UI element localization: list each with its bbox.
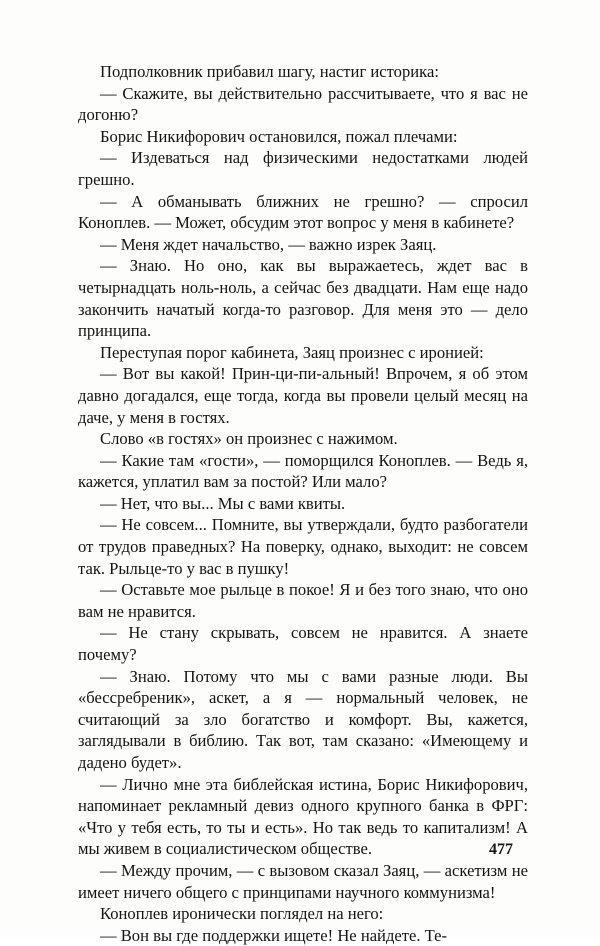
- paragraph: — Оставьте мое рыльце в покое! Я и без того знаю, что оно вам не нравится.: [78, 580, 528, 621]
- paragraph: — Знаю. Но оно, как вы выражаетесь, ждет вас в четырнадцать ноль-ноль, а сейчас без двадцати. Нам еще надо закончить начатый когда-то разговор. Для меня это — дело принципа.: [78, 256, 528, 341]
- paragraph: — Между прочим, — с вызовом сказал Заяц, — аскетизм не имеет ничего общего с принципами научного коммунизма!: [78, 860, 528, 902]
- paragraph: — Скажите, вы действительно рассчитываете, что я вас не догоню?: [78, 83, 528, 125]
- paragraph: — А обманывать ближних не грешно? — спросил Коноплев. — Может, обсудим этот вопрос у меня в кабинете?: [78, 191, 528, 233]
- paragraph: — Лично мне эта библейская истина, Борис Никифорович, напоминает рекламный девиз одного крупного банка в ФРГ: «Что у тебя есть, то ты и есть». Но так ведь то капитализм! А мы живем в социалистическом обществе.: [78, 774, 528, 859]
- paragraph: — Нет, что вы... Мы с вами квиты.: [100, 493, 346, 513]
- paragraph: Коноплев иронически поглядел на него:: [100, 904, 384, 924]
- paragraph: Слово «в гостях» он произнес с нажимом.: [100, 429, 398, 449]
- paragraph: Борис Никифорович остановился, пожал плечами:: [100, 126, 458, 146]
- paragraph: — Вот вы какой! Прин-ци-пи-альный! Впрочем, я об этом давно догадался, еще тогда, когда вы провели целый месяц на даче, у меня в гостях.: [78, 364, 528, 427]
- paragraph: — Какие там «гости», — поморщился Коноплев. — Ведь я, кажется, уплатил вам за постой? Или мало?: [78, 450, 528, 492]
- paragraph: Переступая порог кабинета, Заяц произнес с иронией:: [100, 342, 484, 362]
- paragraph: — Не совсем... Помните, вы утверждали, будто разбогатели от трудов праведных? На поверку, однако, выходит: не совсем так. Рыльце-то у вас в пушку!: [78, 515, 528, 578]
- paragraph: Подполковник прибавил шагу, настиг историка:: [100, 62, 439, 81]
- page-body-text: [78, 61, 528, 946]
- paragraph: — Вон вы где поддержки ищете! Не найдете. Те-: [100, 925, 448, 945]
- paragraph: — Не стану скрывать, совсем не нравится. А знаете почему?: [78, 623, 528, 665]
- paragraph: — Издеваться над физическими недостатками людей грешно.: [78, 148, 528, 189]
- paragraph: — Знаю. Потому что мы с вами разные люди. Вы «бессребреник», аскет, а я — нормальный человек, не считающий за зло богатство и комфорт. Вы, кажется, заглядывали в библию. Так вот, там сказано: «Имеющему и дадено будет».: [78, 666, 528, 772]
- paragraph: — Меня ждет начальство, — важно изрек Заяц.: [100, 234, 437, 254]
- page-number: 477: [489, 841, 513, 858]
